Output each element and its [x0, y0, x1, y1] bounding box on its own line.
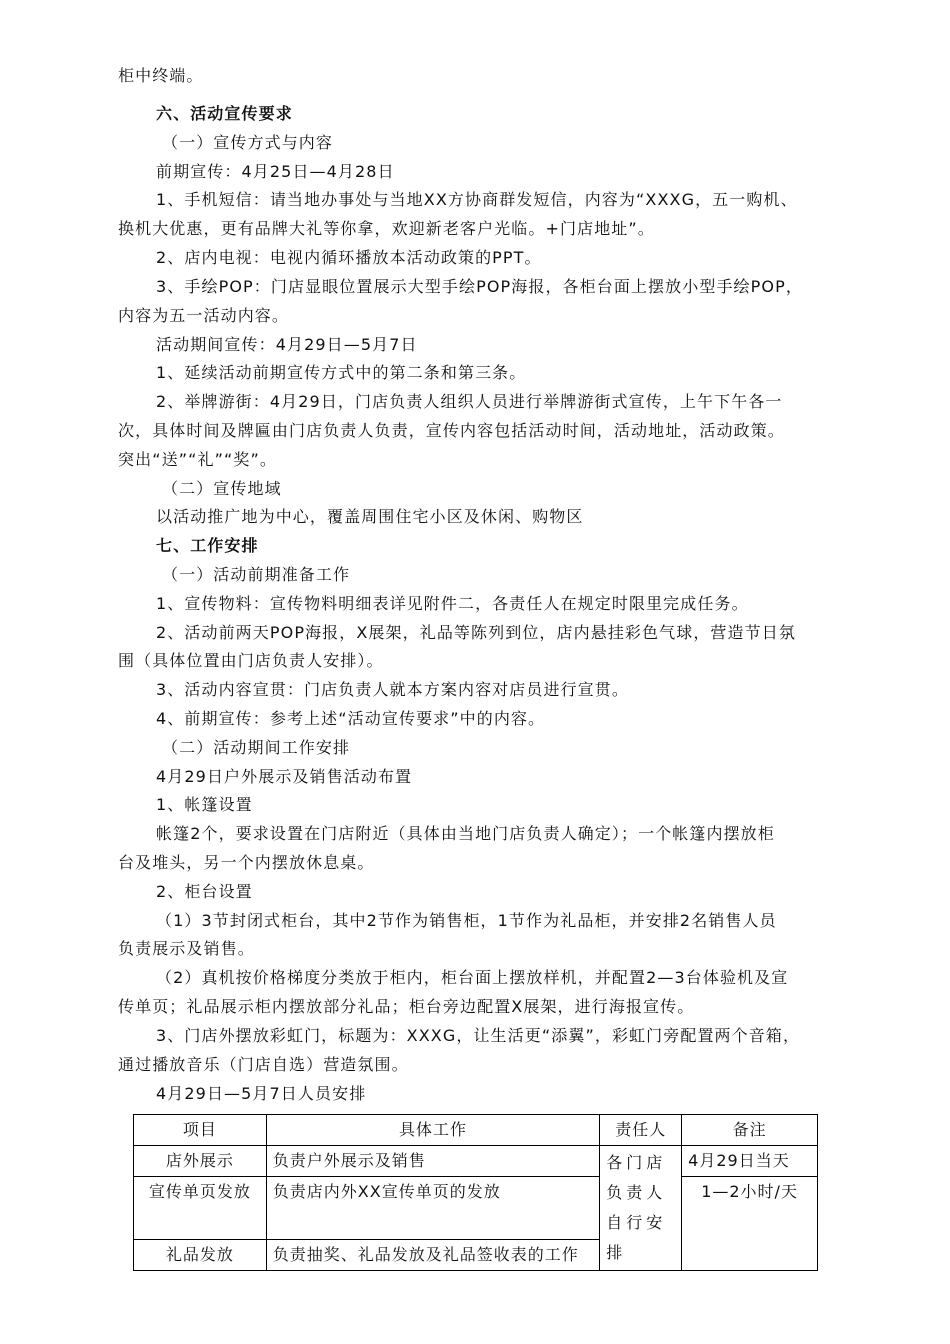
text-line: 2、举牌游街：4月29日，门店负责人组织人员进行举牌游街式宣传，上午下午各一	[156, 392, 783, 411]
header-item: 项目	[134, 1115, 267, 1146]
cell-item: 店外展示	[134, 1146, 267, 1177]
text-line: 帐篷2个，要求设置在门店附近（具体由当地门店负责人确定）；一个帐篷内摆放柜	[156, 824, 775, 843]
subsection-heading: （二）宣传地域	[162, 479, 282, 498]
cell-item: 宣传单页发放	[134, 1177, 267, 1240]
subsection-heading: （一）宣传方式与内容	[162, 133, 334, 152]
text-line: 3、门店外摆放彩虹门，标题为：XXXG，让生活更“添翼”，彩虹门旁配置两个音箱，	[156, 1026, 801, 1045]
text-line: 通过播放音乐（门店自选）营造氛围。	[118, 1055, 409, 1074]
text-line: （2）真机按价格梯度分类放于柜内，柜台面上摆放样机，并配置2—3台体验机及宣	[156, 968, 789, 987]
text-line: 4、前期宣传：参考上述“活动宣传要求”中的内容。	[156, 709, 546, 728]
text-line: 1、帐篷设置	[156, 795, 253, 814]
text-line: 台及堆头，另一个内摆放休息桌。	[118, 853, 375, 872]
text-line: 传单页；礼品展示柜内摆放部分礼品；柜台旁边配置X展架，进行海报宣传。	[118, 997, 695, 1016]
text-line: 围（具体位置由门店负责人安排）。	[118, 651, 384, 670]
header-note: 备注	[682, 1115, 818, 1146]
cell-owner: 各门店负责人自行安排	[600, 1146, 682, 1271]
text-line: 4月29日户外展示及销售活动布置	[156, 767, 413, 786]
text-line: 前期宣传：4月25日—4月28日	[156, 162, 395, 181]
cell-work: 负责店内外XX宣传单页的发放	[266, 1177, 599, 1240]
cell-item: 礼品发放	[134, 1240, 267, 1271]
text-line: （1）3节封闭式柜台，其中2节作为销售柜，1节作为礼品柜，并安排2名销售人员	[156, 911, 777, 930]
subsection-heading: （一）活动前期准备工作	[162, 565, 351, 584]
text-line: 突出“送”“礼”“奖”。	[118, 450, 277, 469]
cell-note: 1—2小时/天	[682, 1177, 818, 1271]
text-line: 1、宣传物料：宣传物料明细表详见附件二，各责任人在规定时限里完成任务。	[156, 594, 749, 613]
cell-note: 4月29日当天	[682, 1146, 818, 1177]
text-line: 1、延续活动前期宣传方式中的第二条和第三条。	[156, 363, 527, 382]
table-caption: 4月29日—5月7日人员安排	[156, 1084, 367, 1103]
text-line: 活动期间宣传：4月29日—5月7日	[156, 335, 418, 354]
table-row	[134, 1146, 818, 1177]
text-line: 内容为五一活动内容。	[118, 306, 290, 325]
text-line: 2、柜台设置	[156, 882, 253, 901]
text-line: 3、手绘POP：门店显眼位置展示大型手绘POP海报，各柜台面上摆放小型手绘POP，	[156, 277, 803, 296]
text-line: 以活动推广地为中心，覆盖周围住宅小区及休闲、购物区	[156, 507, 584, 526]
table-header-row	[134, 1115, 818, 1146]
header-work: 具体工作	[266, 1115, 599, 1146]
cell-work: 负责抽奖、礼品发放及礼品签收表的工作	[266, 1240, 599, 1271]
cell-work: 负责户外展示及销售	[266, 1146, 599, 1177]
subsection-heading: （二）活动期间工作安排	[162, 738, 351, 757]
staff-schedule-table	[133, 1114, 818, 1271]
text-line: 1、手机短信：请当地办事处与当地XX方协商群发短信，内容为“XXXG，五一购机、	[156, 190, 798, 209]
section-heading: 七、工作安排	[156, 536, 259, 555]
text-line: 负责展示及销售。	[118, 939, 255, 958]
table-row	[134, 1177, 818, 1240]
text-line: 柜中终端。	[118, 66, 204, 85]
text-line: 2、店内电视：电视内循环播放本活动政策的PPT。	[156, 248, 542, 267]
section-heading: 六、活动宣传要求	[156, 104, 293, 123]
text-line: 换机大优惠，更有品牌大礼等你拿，欢迎新老客户光临。+门店地址”。	[118, 219, 655, 238]
text-line: 次，具体时间及牌匾由门店负责人负责，宣传内容包括活动时间，活动地址，活动政策。	[118, 421, 785, 440]
header-owner: 责任人	[600, 1115, 682, 1146]
text-line: 3、活动内容宣贯：门店负责人就本方案内容对店员进行宣贯。	[156, 680, 629, 699]
text-line: 2、活动前两天POP海报，X展架，礼品等陈列到位，店内悬挂彩色气球，营造节日氛	[156, 623, 796, 642]
